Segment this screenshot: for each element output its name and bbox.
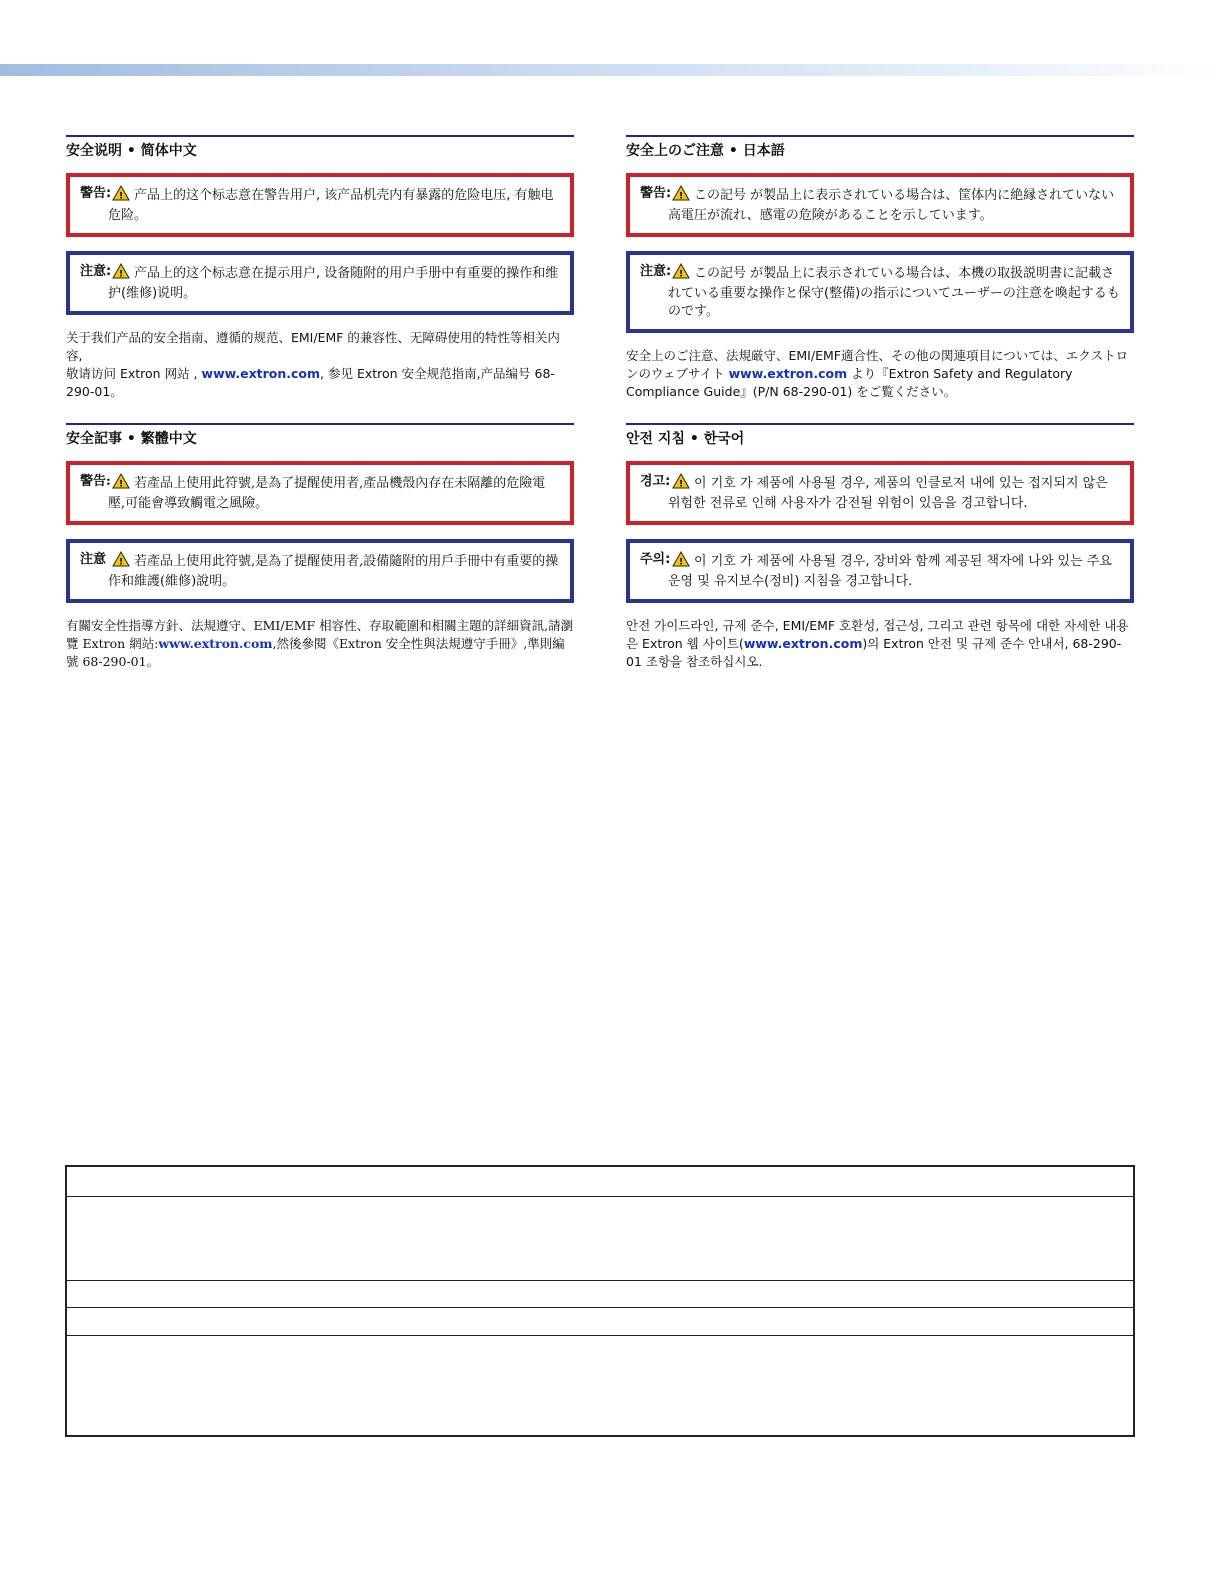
top-gradient-band <box>0 64 1224 76</box>
svg-text:!: ! <box>118 557 124 567</box>
info-text-a: 关于我们产品的安全指南、遵循的规范、EMI/EMF 的兼容性、无障碍使用的特性等相关内容, <box>66 330 560 363</box>
caution-icon <box>672 263 690 285</box>
caution-box <box>66 251 574 315</box>
info-paragraph <box>626 617 1134 671</box>
caution-label: 주의: <box>640 552 671 567</box>
warning-icon <box>672 473 690 495</box>
svg-text:!: ! <box>678 479 684 489</box>
warning-text: 产品上的这个标志意在警告用户, 该产品机壳内有暴露的危险电压, 有触电危险。 <box>108 188 554 223</box>
svg-text:!: ! <box>118 269 124 279</box>
caution-text: 产品上的这个标志意在提示用户, 设备随附的用户手册中有重要的操作和维护(维修)说明。 <box>108 266 559 301</box>
section-title: 安全说明 • 简体中文 <box>66 143 197 159</box>
extron-link[interactable]: www.extron.com <box>158 636 273 651</box>
extron-link[interactable]: www.extron.com <box>728 366 848 381</box>
svg-text:!: ! <box>118 191 124 201</box>
table-row <box>67 1197 1133 1281</box>
left-column <box>66 135 574 693</box>
warning-text: 이 기호 가 제품에 사용될 경우, 제품의 인클로저 내에 있는 접지되지 않은 위험한 전류로 인해 사용자가 감전될 위험이 있음을 경고합니다. <box>668 476 1108 511</box>
warning-label: 警告: <box>80 186 112 201</box>
warning-label: 警告: <box>80 474 111 489</box>
warning-box <box>66 173 574 237</box>
caution-label: 注意: <box>80 264 112 279</box>
info-paragraph <box>66 329 574 401</box>
section-traditional-chinese <box>66 423 574 671</box>
warning-icon <box>112 473 130 495</box>
caution-icon <box>112 551 130 573</box>
extron-link[interactable]: www.extron.com <box>743 636 863 651</box>
caution-label: 注意 <box>80 552 107 567</box>
right-column <box>626 135 1134 693</box>
table-row <box>67 1281 1133 1308</box>
table-row <box>67 1308 1133 1336</box>
caution-icon <box>672 551 690 573</box>
warning-icon <box>112 185 130 207</box>
section-simplified-chinese <box>66 135 574 401</box>
warning-icon <box>672 185 690 207</box>
caution-text: 若產品上使用此符號,是為了提醒使用者,設備隨附的用戶手冊中有重要的操作和維護(維修)說明。 <box>108 554 559 589</box>
caution-text: この記号 が製品上に表示されている場合は、本機の取扱説明書に記載されている重要な操作と保守(整備)の指示についてユーザーの注意を喚起するものです。 <box>668 266 1120 319</box>
caution-text: 이 기호 가 제품에 사용될 경우, 장비와 함께 제공된 책자에 나와 있는 주요 운영 및 유지보수(정비) 지침을 경고합니다. <box>668 554 1112 589</box>
svg-text:!: ! <box>678 269 684 279</box>
info-paragraph <box>66 617 574 671</box>
info-text-a: 有關安全性指導方針、法規遵守、EMI/EMF 相容性、存取範圍和相關主題的詳細資訊,請瀏覽 Extron 網站: <box>66 618 574 651</box>
info-text-c: , 参见 Extron 安全规范指南,产品编号 68-290-01。 <box>66 366 555 399</box>
warning-label: 경고: <box>640 474 671 489</box>
warning-box <box>626 461 1134 525</box>
warning-text: 若產品上使用此符號,是為了提醒使用者,產品機殼內存在未隔離的危險電壓,可能會導致觸電之風險。 <box>108 476 546 511</box>
section-title: 安全上のご注意 • 日本語 <box>626 143 785 159</box>
table-row <box>67 1167 1133 1197</box>
warning-box <box>626 173 1134 237</box>
caution-label: 注意: <box>640 264 672 279</box>
warning-text: この記号 が製品上に表示されている場合は、筐体内に絶縁されていない高電圧が流れ、感電の危険があることを示しています。 <box>668 188 1115 223</box>
caution-box <box>626 539 1134 603</box>
info-text-b: )의 Extron 안전 및 규제 준수 안내서, 68-290-01 조항을 참조하십시오. <box>626 636 1122 669</box>
extron-link[interactable]: www.extron.com <box>201 366 321 381</box>
info-paragraph <box>626 347 1134 401</box>
warning-box <box>66 461 574 525</box>
section-title: 안전 지침 • 한국어 <box>626 431 745 447</box>
caution-box <box>66 539 574 603</box>
info-text-b: 敬请访问 Extron 网站 , <box>66 366 198 381</box>
bottom-table <box>65 1165 1135 1437</box>
svg-text:!: ! <box>678 557 684 567</box>
info-text-a: 安全上のご注意、法規厳守、EMI/EMF適合性、その他の関連項目については、エクストロンのウェブサイト <box>626 348 1129 381</box>
info-text-b: より『Extron Safety and Regulatory Compliance Guide』(P/N 68-290-01) をご覧ください。 <box>626 366 1073 399</box>
svg-text:!: ! <box>118 479 124 489</box>
info-text-b: ,然後參閱《Extron 安全性與法規遵守手冊》,準則編號 68-290-01。 <box>66 636 565 669</box>
svg-text:!: ! <box>678 191 684 201</box>
table-row <box>67 1336 1133 1435</box>
caution-box <box>626 251 1134 333</box>
info-text-a: 안전 가이드라인, 규제 준수, EMI/EMF 호환성, 접근성, 그리고 관련 항목에 대한 자세한 내용은 Extron 웹 사이트( <box>626 618 1129 651</box>
section-title: 安全記事 • 繁體中文 <box>66 431 197 447</box>
warning-label: 警告: <box>640 186 672 201</box>
caution-icon <box>112 263 130 285</box>
section-japanese <box>626 135 1134 401</box>
section-korean <box>626 423 1134 671</box>
